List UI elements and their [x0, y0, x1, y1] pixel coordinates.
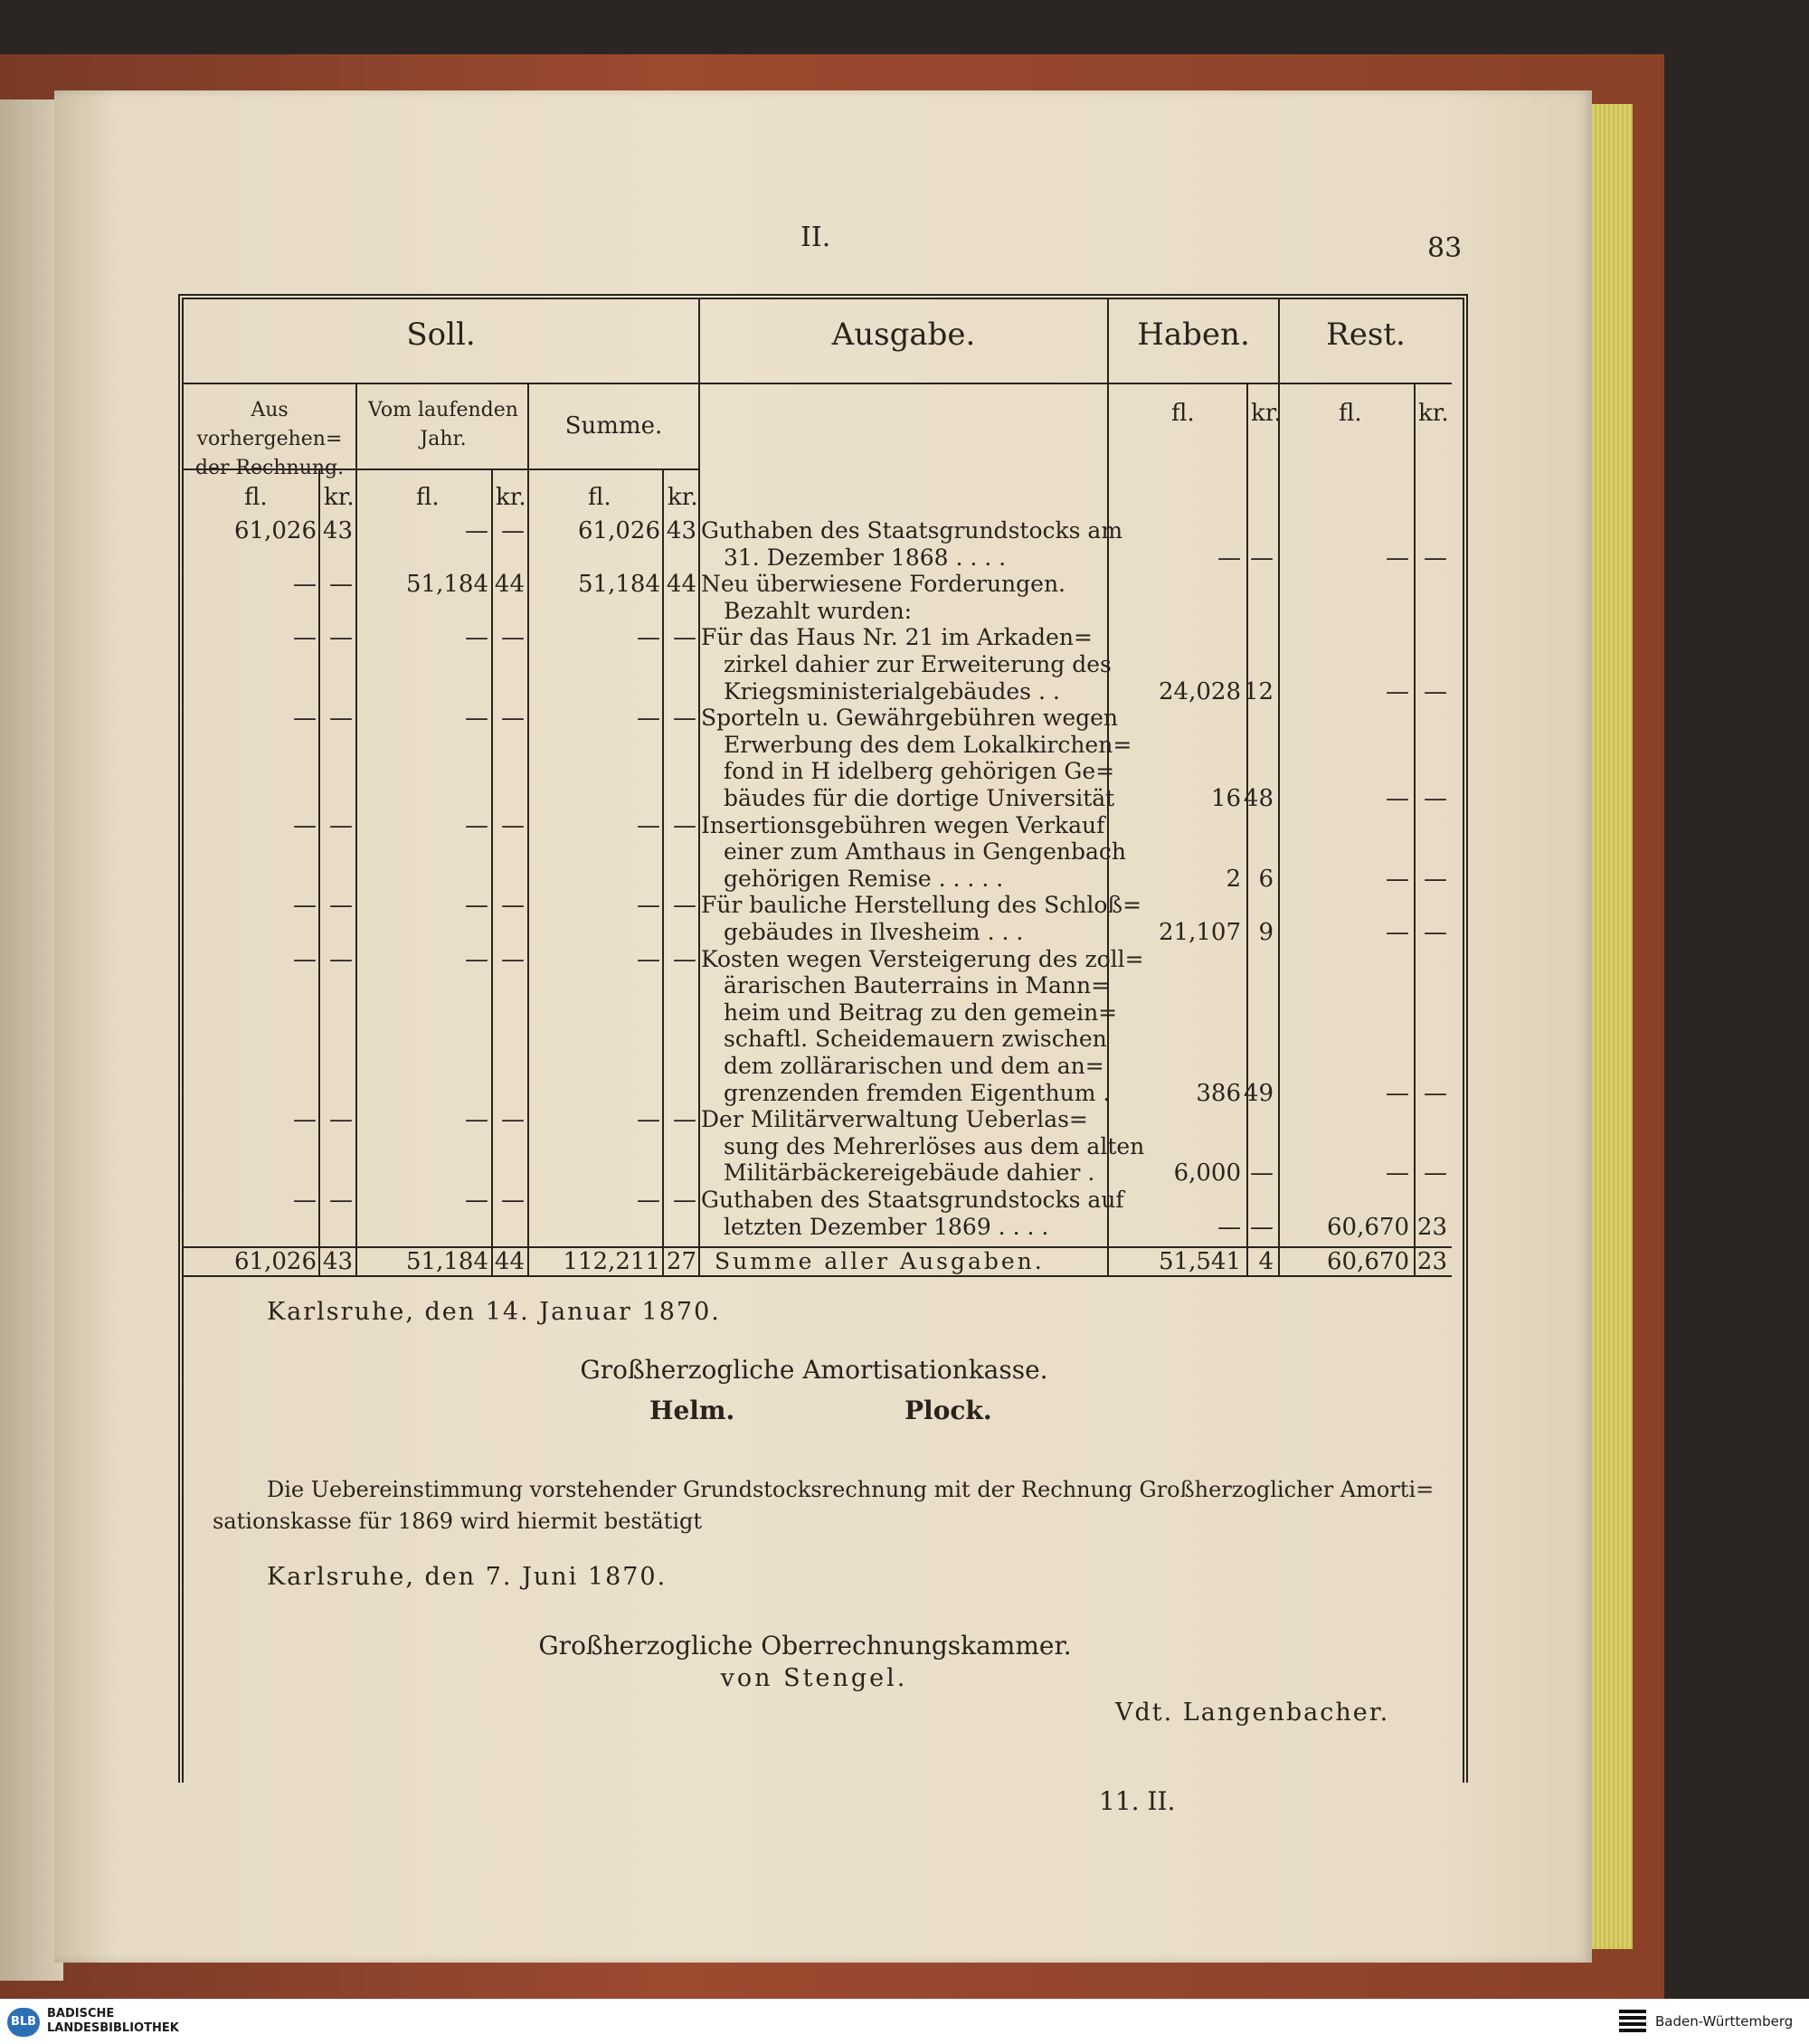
unit-fl: fl. — [588, 484, 611, 511]
cell-haben-kr: — — [1250, 1159, 1274, 1188]
cell-cur-fl: — — [465, 1106, 488, 1134]
row-description-line: Kriegsministerialgebäudes . . — [724, 677, 1060, 705]
cell-cur-kr: — — [501, 1106, 525, 1134]
cell-prev-kr: — — [329, 811, 353, 839]
cell-sum-kr: — — [673, 624, 696, 652]
confirmation-line-2: sationskasse für 1869 wird hiermit bestätigt — [213, 1509, 702, 1534]
row-description-line: Erwerbung des dem Lokalkirchen= — [724, 731, 1132, 758]
cell-prev-fl: 61,026 — [234, 517, 317, 544]
row-description-line: 31. Dezember 1868 . . . . — [724, 544, 1007, 571]
cell-sum-fl: — — [637, 892, 660, 920]
cell-cur-kr: — — [501, 517, 525, 544]
cell-sum-kr: — — [673, 1187, 696, 1214]
cell-cur-fl: — — [465, 1187, 488, 1214]
row-description-line: Der Militärverwaltung Ueberlas= — [701, 1106, 1088, 1133]
cell-haben-kr: 9 — [1258, 919, 1274, 946]
cell-sum-fl: 61,026 — [578, 517, 660, 544]
header-soll: Soll. — [406, 317, 476, 353]
cell-cur-fl: 51,184 — [406, 571, 488, 599]
cell-prev-fl: — — [293, 571, 317, 599]
row-description-line: Für das Haus Nr. 21 im Arkaden= — [701, 624, 1093, 651]
footer-bar — [0, 1999, 1809, 2044]
cell-sum-fl: — — [637, 1187, 660, 1214]
cell-haben-fl: 6,000 — [1173, 1159, 1241, 1188]
signer-stengel: von Stengel. — [720, 1664, 908, 1692]
unit-kr: kr. — [1418, 400, 1449, 427]
subheader-sum: Summe. — [564, 412, 663, 440]
cell-sum-fl: — — [637, 705, 660, 733]
page-roman: II. — [800, 222, 831, 253]
divider — [1278, 298, 1280, 1275]
signer-helm: Helm. — [649, 1396, 735, 1425]
cell-cur-fl: — — [465, 811, 488, 839]
divider — [184, 1275, 1452, 1277]
cell-prev-fl: — — [293, 945, 317, 973]
signer-plock: Plock. — [904, 1396, 992, 1425]
cell-haben-fl: 21,107 — [1159, 919, 1241, 946]
cell-sum-fl: 51,184 — [578, 571, 660, 599]
library-name-line-2: LANDESBIBLIOTHEK — [47, 2021, 179, 2035]
divider — [527, 384, 529, 1275]
row-description-line: zirkel dahier zur Erweiterung des — [724, 651, 1112, 677]
cell-prev-kr: — — [329, 571, 353, 599]
state-crest-icon — [1619, 2010, 1646, 2035]
unit-kr: kr. — [496, 484, 526, 511]
cell-cur-kr: — — [501, 892, 525, 920]
total-haben-kr: 4 — [1258, 1248, 1274, 1275]
cell-cur-fl: — — [465, 624, 488, 652]
total-rest-kr: 23 — [1416, 1248, 1447, 1275]
cell-cur-kr: — — [501, 945, 525, 973]
cell-prev-fl: — — [293, 1187, 317, 1214]
cell-cur-fl: — — [465, 892, 488, 920]
cell-haben-kr: 12 — [1243, 677, 1274, 705]
cell-rest-fl: — — [1386, 1159, 1409, 1188]
cell-haben-fl: 24,028 — [1159, 677, 1241, 705]
cell-sum-kr: — — [673, 892, 696, 920]
office-2: Großherzogliche Oberrechnungskammer. — [538, 1631, 1072, 1661]
divider — [184, 383, 1452, 384]
row-description-line: heim und Beitrag zu den gemein= — [724, 998, 1118, 1026]
row-description-line: Bezahlt wurden: — [724, 597, 913, 624]
cell-haben-fl: — — [1217, 1213, 1241, 1241]
cell-rest-fl: 60,670 — [1327, 1213, 1409, 1241]
cell-prev-kr: — — [329, 705, 353, 733]
total-rest-fl: 60,670 — [1327, 1248, 1409, 1275]
cell-prev-kr: 43 — [322, 517, 353, 544]
subheader-prev: Aus vorhergehen= der Rechnung. — [194, 399, 345, 479]
cell-rest-kr: — — [1424, 677, 1447, 705]
cell-rest-fl: — — [1386, 1079, 1409, 1107]
cell-cur-fl: — — [465, 517, 488, 544]
confirmation-line-1: Die Uebereinstimmung vorstehender Grundstocksrechnung mit der Rechnung Großherzoglicher Amorti= — [267, 1477, 1435, 1502]
cell-sum-kr: — — [673, 945, 696, 973]
cell-rest-fl: — — [1386, 785, 1409, 812]
cell-rest-fl: — — [1386, 919, 1409, 946]
cell-cur-fl: — — [465, 705, 488, 733]
cell-cur-fl: — — [465, 945, 488, 973]
page-number: 83 — [1427, 232, 1463, 264]
cell-haben-kr: — — [1250, 544, 1274, 572]
cell-sum-fl: — — [637, 945, 660, 973]
cell-sum-kr: — — [673, 705, 696, 733]
row-description-line: einer zum Amthaus in Gengenbach — [724, 838, 1127, 866]
unit-fl: fl. — [416, 484, 440, 511]
unit-kr: kr. — [1251, 400, 1282, 427]
cell-haben-fl: 16 — [1210, 785, 1241, 812]
cell-haben-fl: 386 — [1196, 1079, 1241, 1107]
row-description-line: gehörigen Remise . . . . . — [724, 865, 1004, 892]
total-prev-kr: 43 — [322, 1248, 353, 1275]
divider — [1246, 384, 1248, 1275]
cell-prev-kr: — — [329, 624, 353, 652]
row-description-line: Neu überwiesene Forderungen. — [701, 571, 1066, 598]
cell-rest-kr: — — [1424, 865, 1447, 893]
cell-prev-kr: — — [329, 892, 353, 920]
blb-logo-icon[interactable]: BLB — [7, 2008, 40, 2037]
place-date-2: Karlsruhe, den 7. Juni 1870. — [267, 1563, 668, 1591]
cell-prev-fl: — — [293, 892, 317, 920]
subheader-current: Vom laufenden Jahr. — [368, 399, 518, 450]
unit-kr: kr. — [324, 484, 355, 511]
cell-sum-fl: — — [637, 1106, 660, 1134]
vdt-langenbacher: Vdt. Langenbacher. — [1115, 1699, 1390, 1727]
cell-rest-fl: — — [1386, 865, 1409, 893]
cell-sum-fl: — — [637, 811, 660, 839]
row-description-line: bäudes für die dortige Universität — [724, 785, 1115, 811]
row-description-line: schaftl. Scheidemauern zwischen — [724, 1026, 1107, 1053]
signature-mark: 11. II. — [1099, 1786, 1176, 1816]
total-sum-kr: 27 — [666, 1248, 696, 1275]
divider — [662, 470, 664, 1275]
divider — [698, 298, 700, 1275]
header-rest: Rest. — [1326, 317, 1406, 353]
library-name[interactable] — [47, 2007, 179, 2036]
header-haben: Haben. — [1137, 317, 1250, 353]
cell-rest-kr: — — [1424, 1159, 1447, 1188]
unit-kr: kr. — [668, 484, 698, 511]
cell-sum-kr: 44 — [666, 571, 696, 599]
cell-sum-fl: — — [637, 624, 660, 652]
cell-rest-kr: 23 — [1416, 1213, 1447, 1241]
cell-sum-kr: — — [673, 811, 696, 839]
total-description: Summe aller Ausgaben. — [715, 1248, 1045, 1274]
cell-haben-kr: 49 — [1243, 1079, 1274, 1107]
row-description-line: gebäudes in Ilvesheim . . . — [724, 919, 1024, 945]
row-description-line: Insertionsgebühren wegen Verkauf — [701, 811, 1105, 838]
cell-cur-kr: 44 — [494, 571, 525, 599]
cell-rest-kr: — — [1424, 544, 1447, 572]
cell-cur-kr: — — [501, 811, 525, 839]
row-description-line: Guthaben des Staatsgrundstocks auf — [701, 1187, 1124, 1213]
total-haben-fl: 51,541 — [1159, 1248, 1241, 1275]
unit-fl: fl. — [1171, 400, 1195, 427]
total-cur-kr: 44 — [494, 1248, 525, 1275]
cell-prev-kr: — — [329, 1187, 353, 1214]
row-description-line: Kosten wegen Versteigerung des zoll= — [701, 945, 1144, 972]
row-description-line: ärarischen Bauterrains in Mann= — [724, 972, 1111, 999]
cell-rest-kr: — — [1424, 785, 1447, 812]
cell-prev-kr: — — [329, 1106, 353, 1134]
cell-haben-kr: 6 — [1258, 865, 1274, 893]
total-prev-fl: 61,026 — [234, 1248, 317, 1275]
divider — [318, 470, 320, 1275]
row-description-line: Sporteln u. Gewährgebühren wegen — [701, 705, 1119, 732]
cell-sum-kr: 43 — [666, 517, 696, 544]
cell-haben-kr: — — [1250, 1213, 1274, 1241]
row-description-line: sung des Mehrerlöses aus dem alten — [724, 1132, 1145, 1159]
divider — [491, 470, 493, 1275]
office-1: Großherzogliche Amortisationkasse. — [580, 1355, 1048, 1385]
row-description-line: Guthaben des Staatsgrundstocks am — [701, 517, 1123, 544]
cell-rest-fl: — — [1386, 544, 1409, 572]
cell-rest-kr: — — [1424, 919, 1447, 946]
total-sum-fl: 112,211 — [563, 1248, 660, 1275]
place-date-1: Karlsruhe, den 14. Januar 1870. — [267, 1298, 721, 1326]
cell-haben-fl: 2 — [1226, 865, 1241, 893]
row-description-line: grenzenden fremden Eigenthum . — [724, 1079, 1111, 1106]
cell-cur-kr: — — [501, 705, 525, 733]
unit-fl: fl. — [244, 484, 268, 511]
cell-sum-kr: — — [673, 1106, 696, 1134]
divider — [1414, 384, 1416, 1275]
cell-prev-fl: — — [293, 1106, 317, 1134]
row-description-line: dem zollärarischen und dem an= — [724, 1053, 1104, 1079]
state-name[interactable]: Baden-Württemberg — [1655, 2013, 1794, 2030]
cell-prev-fl: — — [293, 705, 317, 733]
cell-cur-kr: — — [501, 624, 525, 652]
total-cur-fl: 51,184 — [406, 1248, 488, 1275]
cell-prev-kr: — — [329, 945, 353, 973]
row-description-line: Für bauliche Herstellung des Schloß= — [701, 892, 1142, 919]
cell-prev-fl: — — [293, 624, 317, 652]
cell-prev-fl: — — [293, 811, 317, 839]
cell-rest-kr: — — [1424, 1079, 1447, 1107]
row-description-line: letzten Dezember 1869 . . . . — [724, 1213, 1049, 1240]
cell-haben-kr: 48 — [1243, 785, 1274, 812]
row-description-line: Militärbäckereigebäude dahier . — [724, 1159, 1095, 1187]
cell-haben-fl: — — [1217, 544, 1241, 572]
library-name-line-1: BADISCHE — [47, 2007, 115, 2020]
unit-fl: fl. — [1339, 400, 1362, 427]
header-ausgabe: Ausgabe. — [831, 317, 976, 353]
cell-cur-kr: — — [501, 1187, 525, 1214]
divider — [355, 384, 357, 1275]
cell-rest-fl: — — [1386, 677, 1409, 705]
row-description-line: fond in H idelberg gehörigen Ge= — [724, 758, 1115, 785]
